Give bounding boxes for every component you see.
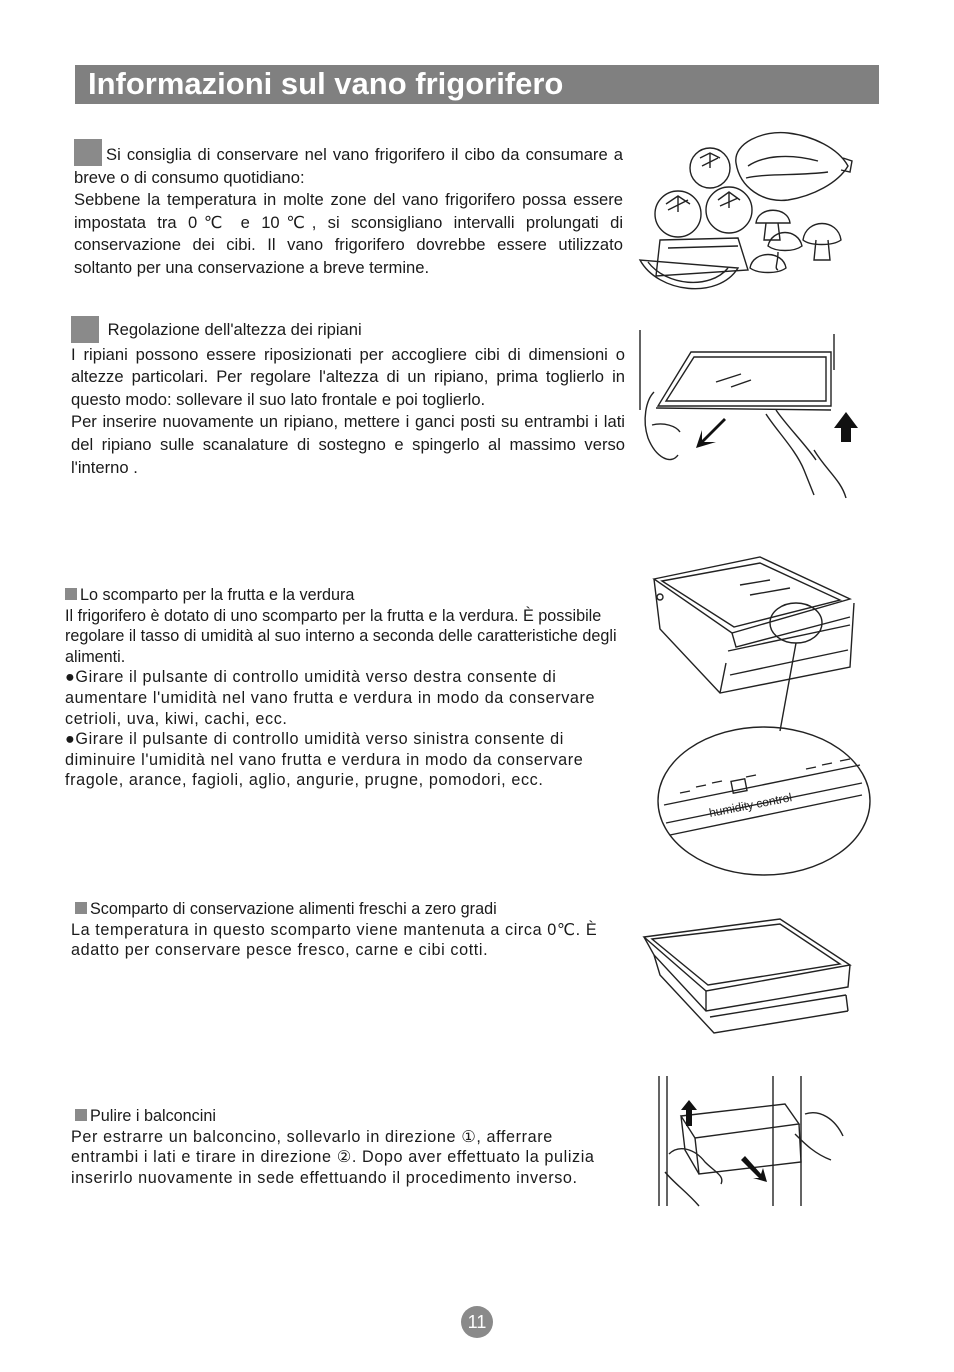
zero-drawer-illustration <box>640 915 858 1040</box>
shelves-text-1: I ripiani possono essere riposizionati per accogliere cibi di dimensioni o altezze particolari. Per regolare l'altezza di un ripiano, prima toglierlo in questo modo: sollevare il suo lato frontale e poi toglierlo. <box>71 344 625 409</box>
page-title: Informazioni sul vano frigorifero <box>88 66 564 101</box>
food-illustration <box>638 128 854 300</box>
crisper-illustration <box>650 555 875 880</box>
crisper-text-1: Il frigorifero è dotato di uno scomparto per la frutta e la verdura. È possibile regolare il tasso di umidità al suo interno a seconda delle caratteristiche degli alimenti. <box>65 606 617 666</box>
page-header <box>75 65 879 104</box>
section-marker-icon <box>65 588 77 600</box>
crisper-bullet-2: ●Girare il pulsante di controllo umidità verso sinistra consente di diminuire l'umidità nel vano frutta e verdura in modo da conservare fragole, arance, fagioli, aglio, angurie, prugne, pomodori, ecc. <box>65 730 584 790</box>
crisper-heading: Lo scomparto per la frutta e la verdura <box>65 585 630 606</box>
balcony-text: Per estrarre un balconcino, sollevarlo in direzione ①, afferrare entrambi i lati e tirare in direzione ②. Dopo aver effettuato la pulizia inserirlo nuovamente in sede effettuando il procedimento inverso. <box>71 1127 595 1187</box>
zero-section <box>71 899 619 961</box>
storage-text-2: Sebbene la temperatura in molte zone del vano frigorifero possa essere impostata tra 0℃ e 10℃, si sconsigliano intervalli prolungati di conservazione dei cibi. Il vano frigorifero dovrebbe essere utilizzato soltanto per una conservazione a breve termine. <box>74 190 623 277</box>
zero-text: La temperatura in questo scomparto viene mantenuta a circa 0℃. È adatto per conservare pesce fresco, carne e cibi cotti. <box>71 920 598 960</box>
balcony-heading: Pulire i balconcini <box>75 1106 619 1127</box>
shelf-illustration <box>636 330 862 500</box>
section-marker-icon <box>71 316 99 343</box>
section-marker-icon <box>74 139 102 166</box>
section-marker-icon <box>75 1109 87 1121</box>
crisper-section <box>65 585 630 791</box>
humidity-control-label: humidity control <box>707 790 794 820</box>
balcony-illustration <box>655 1074 850 1214</box>
shelves-text-2: Per inserire nuovamente un ripiano, mettere i ganci posti su entrambi i lati del ripiano sulle scanalature di sostegno e spingerlo al massimo verso l'interno . <box>71 412 625 477</box>
page-number: 11 <box>461 1306 493 1338</box>
zero-heading: Scomparto di conservazione alimenti freschi a zero gradi <box>75 899 619 920</box>
storage-text-1: Si consiglia di conservare nel vano frigorifero il cibo da consumare a breve o di consumo quotidiano: <box>74 139 623 189</box>
crisper-bullet-1: ●Girare il pulsante di controllo umidità verso destra consente di aumentare l'umidità nel vano frutta e verdura in modo da conservare cetrioli, uva, kiwi, cachi, ecc. <box>65 668 596 728</box>
shelves-section <box>71 316 625 479</box>
shelves-heading: Regolazione dell'altezza dei ripiani <box>71 316 625 344</box>
balcony-section <box>71 1106 619 1188</box>
storage-section <box>74 139 623 280</box>
section-marker-icon <box>75 902 87 914</box>
